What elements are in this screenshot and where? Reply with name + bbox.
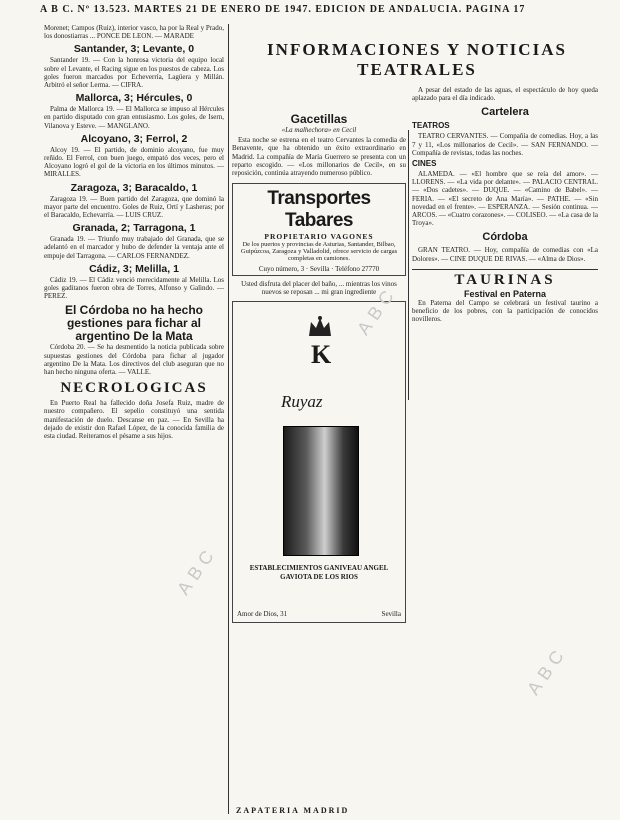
gacetillas-text: Esta noche se estrena en el teatro Cervantes la comedia de Benavente, que ha obtenido un éxito extraordinario en Madrid. La compañía de María Guerrero se presenta con un reparto escogido. — «Los millonarios de Cecil», en su reposición, continúa atrayendo numeroso público. [232,136,406,178]
maker-name: ESTABLECIMIENTOS GANIVEAU ANGEL GAVIOTA DE LOS RIOS [249,563,389,581]
sports-column [44,24,224,814]
lead-paragraph: Morenet; Campos (Ruiz), interior vasco, ha por la Real y Prado, los donostiarras ... PONCE DE LEON. — MARADE [44,24,224,41]
brand-letter: K [311,339,332,369]
necrologicas-text: En Puerto Real ha fallecido doña Josefa Ruiz, madre de nuestro compañero. El sepelio constituyó una sentida manifestación de duelo. Descanse en paz. — En Sevilla ha dejado de existir don Rafael López, de la conocida familia de esta ciudad. Reiteramos el pésame a sus hijos. [44,399,224,441]
column-rule [228,24,229,814]
ad-owner: PROPIETARIO VAGONES [264,232,374,242]
maker-address-row [237,610,401,618]
brand-script: Ruyaz [281,391,323,411]
cartelera-title: Cartelera [481,106,529,119]
match-title: Mallorca, 3; Hércules, 0 [75,92,193,105]
match-text: Alcoy 19. — El partido, de dominio alcoyano, fue muy reñido. El Ferrol, con buen juego, empató dos veces, pero el Alcoyano logró el gol de la victoria en los últimos minutos. — MIRALLES. [44,145,224,179]
maker-city: Sevilla [381,609,401,618]
column-rule [408,130,409,400]
match-text: Zaragoza 19. — Buen partido del Zaragoza, que dominó la mayor parte del encuentro. Goles de Ruiz, Ortí y Lasheras; por el Baracaldo, Echevarría. — LUIS CRUZ. [44,194,224,220]
brandy-ad [232,301,406,623]
match-text: Cádiz 19. — El Cádiz venció merecidamente al Melilla. Los goles gaditanos fueron obra de Torres, Alfonso y Galindo. — PEREZ. [44,275,224,301]
gacetillas-title: Gacetillas [290,112,348,126]
match-title: Santander, 3; Levante, 0 [73,43,195,56]
watermark: ABC [173,541,222,599]
ad-slogan: Usted disfruta del placer del baño, ... mientras los vinos nuevos se reposan ... mi gran ingrediente [241,280,397,297]
page-header: A B C. Nº 13.523. MARTES 21 DE ENERO DE 1947. EDICION DE ANDALUCIA. PAGINA 17 [40,4,526,15]
cines-text: ALAMEDA. — «El hombre que se reía del amor». — LLORENS. — «La vida por delante». — PALACIO CENTRAL. — «Dos cadetes». — DUQUE. — «Camino de Babel». — FERIA. — «El secreto de Ana María». — PATHE. — «Sin novedad en el frente». — ESPERANZA. — Sesión continua. — ARCOS. — «Cuatro corazones». — COLISEO. — «La casa de la Troya». [412,170,598,228]
watermark: ABC [523,641,572,699]
necrologicas-title: NECROLOGICAS [60,380,208,397]
taurinas-title: TAURINAS [412,269,598,289]
crown-icon [307,316,333,338]
intro-text: A pesar del estado de las aguas, el espectáculo de hoy queda aplazado para el día indicado. [412,86,598,103]
cordoba-listing: GRAN TEATRO. — Hoy, compañía de comedias con «La Dolores». — CINE DUQUE DE RIVAS. — «Alma de Dios». [412,246,598,263]
match-text: Granada 19. — Triunfo muy trabajado del Granada, que se adelantó en el marcador y hubo de defender la ventaja ante el empuje del Tarragona. — CARLOS FERNANDEZ. [44,235,224,260]
match-title: Cádiz, 3; Melilla, 1 [89,262,179,275]
watermark: ABC [353,281,402,339]
festival-text: En Paterna del Campo se celebrará un festival taurino a beneficio de los pobres, con la participación de conocidos novilleros. [412,298,598,324]
ad-text: De los puertos y provincias de Asturias, Santander, Bilbao, Guipúzcoa, Zaragoza y Valladolid, ofrece servicio de cargas completas en camiones. [240,241,398,263]
match-text: Santander 19. — Con la honrosa victoria del equipo local sobre el Levante, el Racing sigue en los puestos de cabeza. Los goles fueron marcados por Echeverría, Lagüera y Millán. Arbitró el señor Lerma. — CIFRA. [44,56,224,90]
ad-title: Transportes Tabares [267,188,371,232]
ad-address: Cuyo número, 3 · Sevilla · Teléfono 27770 [258,265,380,274]
teatros-title: TEATROS [412,121,450,131]
cines-title: CINES [412,159,437,169]
transport-ad [232,183,406,276]
bottle-image [283,426,359,556]
gacetillas-subtitle: «La malhechora» en Cecil [281,126,357,134]
theatre-headline: INFORMACIONES Y NOTICIAS TEATRALES [267,40,567,79]
teatros-text: TEATRO CERVANTES. — Compañía de comedias. Hoy, a las 7 y 11, «Los millonarios de Cecil». — SAN FERNANDO. — Compañía de revistas, todas las noches. [412,132,598,157]
listings-column [412,86,598,325]
footer-ad: ZAPATERIA MADRID [236,806,350,815]
festival-title: Festival en Paterna [463,288,547,299]
cordoba-title: Córdoba [482,231,528,244]
match-title: Zaragoza, 3; Baracaldo, 1 [70,181,198,194]
match-text: Palma de Mallorca 19. — El Mallorca se impuso al Hércules en partido disputado con gran entusiasmo. Los goles, de Isern, Vilanova y Esteve. — MANGLANO. [44,105,224,130]
cordoba-headline: El Córdoba no ha hecho gestiones para fichar al argentino De la Mata [64,303,203,344]
match-title: Granada, 2; Tarragona, 1 [72,222,196,235]
match-title: Alcoyano, 3; Ferrol, 2 [80,132,188,145]
maker-address: Amor de Dios, 31 [237,609,288,618]
cordoba-text: Córdoba 20. — Se ha desmentido la noticia publicada sobre supuestas gestiones del Córdoba para fichar al jugador argentino De la Mata. Los directivos del club aseguran que no han hecho ninguna oferta. — VALLE. [44,343,224,377]
